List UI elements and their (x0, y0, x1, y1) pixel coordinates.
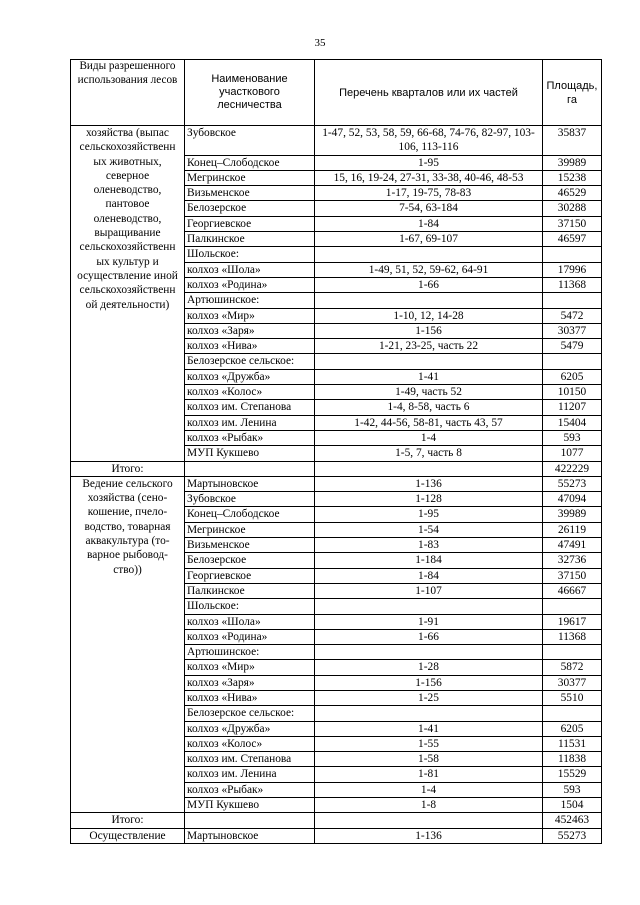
total-row (71, 461, 602, 476)
quarters-cell: 1-41 (315, 369, 543, 384)
quarters-cell: 1-49, часть 52 (315, 385, 543, 400)
header-use-type: Виды разрешенного использования лесов (71, 60, 185, 126)
quarters-cell: 1-81 (315, 767, 543, 782)
forestry-cell: колхоз им. Степанова (185, 752, 315, 767)
forestry-cell: колхоз «Заря» (185, 675, 315, 690)
forestry-cell: колхоз «Колос» (185, 736, 315, 751)
area-cell: 5872 (543, 660, 602, 675)
total-label: Итого: (71, 461, 185, 476)
area-cell: 19617 (543, 614, 602, 629)
forestry-cell: Белозерское сельское: (185, 354, 315, 369)
area-cell: 1077 (543, 446, 602, 461)
table-row (71, 828, 602, 843)
table-row (71, 476, 602, 491)
forestry-cell: Георгиевское (185, 216, 315, 231)
forestry-cell: колхоз «Заря» (185, 323, 315, 338)
forestry-cell: Мегринское (185, 522, 315, 537)
table-header-row (71, 60, 602, 126)
quarters-cell: 1-83 (315, 538, 543, 553)
quarters-table (70, 59, 602, 844)
quarters-cell: 1-47, 52, 53, 58, 59, 66-68, 74-76, 82-97, 103-106, 113-116 (315, 126, 543, 156)
forestry-cell: колхоз «Нива» (185, 690, 315, 705)
quarters-cell: 1-55 (315, 736, 543, 751)
quarters-cell: 1-42, 44-56, 58-81, часть 43, 57 (315, 415, 543, 430)
forestry-cell: колхоз «Дружба» (185, 369, 315, 384)
quarters-cell: 1-136 (315, 828, 543, 843)
forestry-cell: колхоз «Шола» (185, 614, 315, 629)
use-type-cell: Ведение сельского хозяйства (сено- кошение, пчело- водство, товарная аквакультура (то- варное рыбовод- ство)) (71, 476, 185, 813)
forestry-cell: Визьменское (185, 538, 315, 553)
area-cell: 37150 (543, 568, 602, 583)
forestry-cell: колхоз «Рыбак» (185, 782, 315, 797)
forestry-cell: колхоз «Мир» (185, 660, 315, 675)
area-cell: 15238 (543, 170, 602, 185)
area-cell: 32736 (543, 553, 602, 568)
quarters-cell: 1-156 (315, 675, 543, 690)
area-cell: 5510 (543, 690, 602, 705)
forestry-cell: Белозерское (185, 553, 315, 568)
quarters-cell: 1-28 (315, 660, 543, 675)
use-type-cell: Осуществление (71, 828, 185, 843)
total-empty-cell (185, 461, 315, 476)
area-cell: 30288 (543, 201, 602, 216)
area-cell (543, 247, 602, 262)
forestry-cell: Зубовское (185, 126, 315, 156)
forestry-cell: МУП Кукшево (185, 798, 315, 813)
quarters-cell: 1-156 (315, 323, 543, 338)
forestry-cell: МУП Кукшево (185, 446, 315, 461)
area-cell: 37150 (543, 216, 602, 231)
quarters-cell (315, 247, 543, 262)
forestry-cell: колхоз им. Степанова (185, 400, 315, 415)
area-cell: 11368 (543, 277, 602, 292)
forestry-cell: Визьменское (185, 186, 315, 201)
quarters-cell (315, 599, 543, 614)
total-empty-cell (185, 813, 315, 828)
quarters-cell: 1-4 (315, 782, 543, 797)
total-empty-cell (315, 813, 543, 828)
quarters-cell: 1-128 (315, 492, 543, 507)
forestry-cell: Конец–Слободское (185, 155, 315, 170)
forestry-cell: колхоз «Родина» (185, 629, 315, 644)
quarters-cell: 1-84 (315, 568, 543, 583)
forestry-cell: колхоз «Рыбак» (185, 430, 315, 445)
quarters-cell: 1-95 (315, 507, 543, 522)
total-area: 452463 (543, 813, 602, 828)
area-cell (543, 645, 602, 660)
area-cell: 593 (543, 782, 602, 797)
forestry-cell: Артюшинское: (185, 293, 315, 308)
forestry-cell: Мегринское (185, 170, 315, 185)
area-cell: 11368 (543, 629, 602, 644)
quarters-cell: 1-184 (315, 553, 543, 568)
area-cell: 55273 (543, 828, 602, 843)
area-cell (543, 599, 602, 614)
forestry-cell: Георгиевское (185, 568, 315, 583)
area-cell (543, 293, 602, 308)
quarters-cell: 1-4, 8-58, часть 6 (315, 400, 543, 415)
total-label: Итого: (71, 813, 185, 828)
quarters-cell (315, 706, 543, 721)
quarters-cell: 1-10, 12, 14-28 (315, 308, 543, 323)
forestry-cell: Артюшинское: (185, 645, 315, 660)
area-cell: 30377 (543, 323, 602, 338)
quarters-cell: 1-136 (315, 476, 543, 491)
quarters-cell: 1-107 (315, 583, 543, 598)
forestry-cell: Мартыновское (185, 476, 315, 491)
quarters-cell: 1-4 (315, 430, 543, 445)
quarters-cell: 1-54 (315, 522, 543, 537)
forestry-cell: Белозерское (185, 201, 315, 216)
quarters-cell: 1-66 (315, 277, 543, 292)
quarters-cell (315, 293, 543, 308)
forestry-cell: Конец–Слободское (185, 507, 315, 522)
quarters-cell: 1-21, 23-25, часть 22 (315, 339, 543, 354)
area-cell: 47491 (543, 538, 602, 553)
area-cell: 11838 (543, 752, 602, 767)
area-cell: 46529 (543, 186, 602, 201)
quarters-cell: 1-66 (315, 629, 543, 644)
table-body (71, 126, 602, 844)
quarters-cell: 1-8 (315, 798, 543, 813)
area-cell: 30377 (543, 675, 602, 690)
quarters-cell: 1-49, 51, 52, 59-62, 64-91 (315, 262, 543, 277)
quarters-cell: 1-5, 7, часть 8 (315, 446, 543, 461)
forestry-cell: Палкинское (185, 583, 315, 598)
quarters-cell: 1-17, 19-75, 78-83 (315, 186, 543, 201)
total-empty-cell (315, 461, 543, 476)
area-cell (543, 354, 602, 369)
forestry-cell: колхоз им. Ленина (185, 767, 315, 782)
area-cell: 593 (543, 430, 602, 445)
forestry-cell: колхоз «Колос» (185, 385, 315, 400)
page-number: 35 (314, 37, 326, 49)
area-cell: 46667 (543, 583, 602, 598)
area-cell: 55273 (543, 476, 602, 491)
forestry-cell: колхоз «Дружба» (185, 721, 315, 736)
area-cell: 5479 (543, 339, 602, 354)
forestry-cell: Белозерское сельское: (185, 706, 315, 721)
area-cell: 39989 (543, 507, 602, 522)
forestry-cell: колхоз им. Ленина (185, 415, 315, 430)
quarters-cell: 1-58 (315, 752, 543, 767)
total-row (71, 813, 602, 828)
area-cell: 6205 (543, 721, 602, 736)
forestry-cell: колхоз «Родина» (185, 277, 315, 292)
header-area: Площадь, га (543, 60, 602, 126)
quarters-cell: 7-54, 63-184 (315, 201, 543, 216)
area-cell: 17996 (543, 262, 602, 277)
area-cell (543, 706, 602, 721)
forestry-cell: Палкинское (185, 232, 315, 247)
area-cell: 5472 (543, 308, 602, 323)
table-row (71, 126, 602, 156)
area-cell: 6205 (543, 369, 602, 384)
forestry-cell: Шольское: (185, 599, 315, 614)
forestry-cell: Мартыновское (185, 828, 315, 843)
area-cell: 26119 (543, 522, 602, 537)
quarters-cell: 1-95 (315, 155, 543, 170)
forestry-cell: колхоз «Мир» (185, 308, 315, 323)
total-area: 422229 (543, 461, 602, 476)
quarters-cell: 1-84 (315, 216, 543, 231)
area-cell: 1504 (543, 798, 602, 813)
quarters-cell: 1-41 (315, 721, 543, 736)
quarters-cell (315, 645, 543, 660)
area-cell: 39989 (543, 155, 602, 170)
area-cell: 10150 (543, 385, 602, 400)
quarters-cell: 15, 16, 19-24, 27-31, 33-38, 40-46, 48-53 (315, 170, 543, 185)
area-cell: 15529 (543, 767, 602, 782)
quarters-cell: 1-25 (315, 690, 543, 705)
header-quarters: Перечень кварталов или их частей (315, 60, 543, 126)
area-cell: 11207 (543, 400, 602, 415)
area-cell: 35837 (543, 126, 602, 156)
forestry-cell: колхоз «Шола» (185, 262, 315, 277)
forestry-cell: колхоз «Нива» (185, 339, 315, 354)
forestry-cell: Зубовское (185, 492, 315, 507)
header-forestry: Наименование участкового лесничества (185, 60, 315, 126)
quarters-cell: 1-91 (315, 614, 543, 629)
quarters-cell (315, 354, 543, 369)
forestry-cell: Шольское: (185, 247, 315, 262)
area-cell: 47094 (543, 492, 602, 507)
area-cell: 46597 (543, 232, 602, 247)
area-cell: 15404 (543, 415, 602, 430)
area-cell: 11531 (543, 736, 602, 751)
use-type-cell: хозяйства (выпас сельскохозяйственн ых животных, северное оленеводство, пантовое оленеводство, выращивание сельскохозяйственн ых культур и осуществление иной сельскохозяйственн ой деятельности) (71, 126, 185, 462)
quarters-cell: 1-67, 69-107 (315, 232, 543, 247)
